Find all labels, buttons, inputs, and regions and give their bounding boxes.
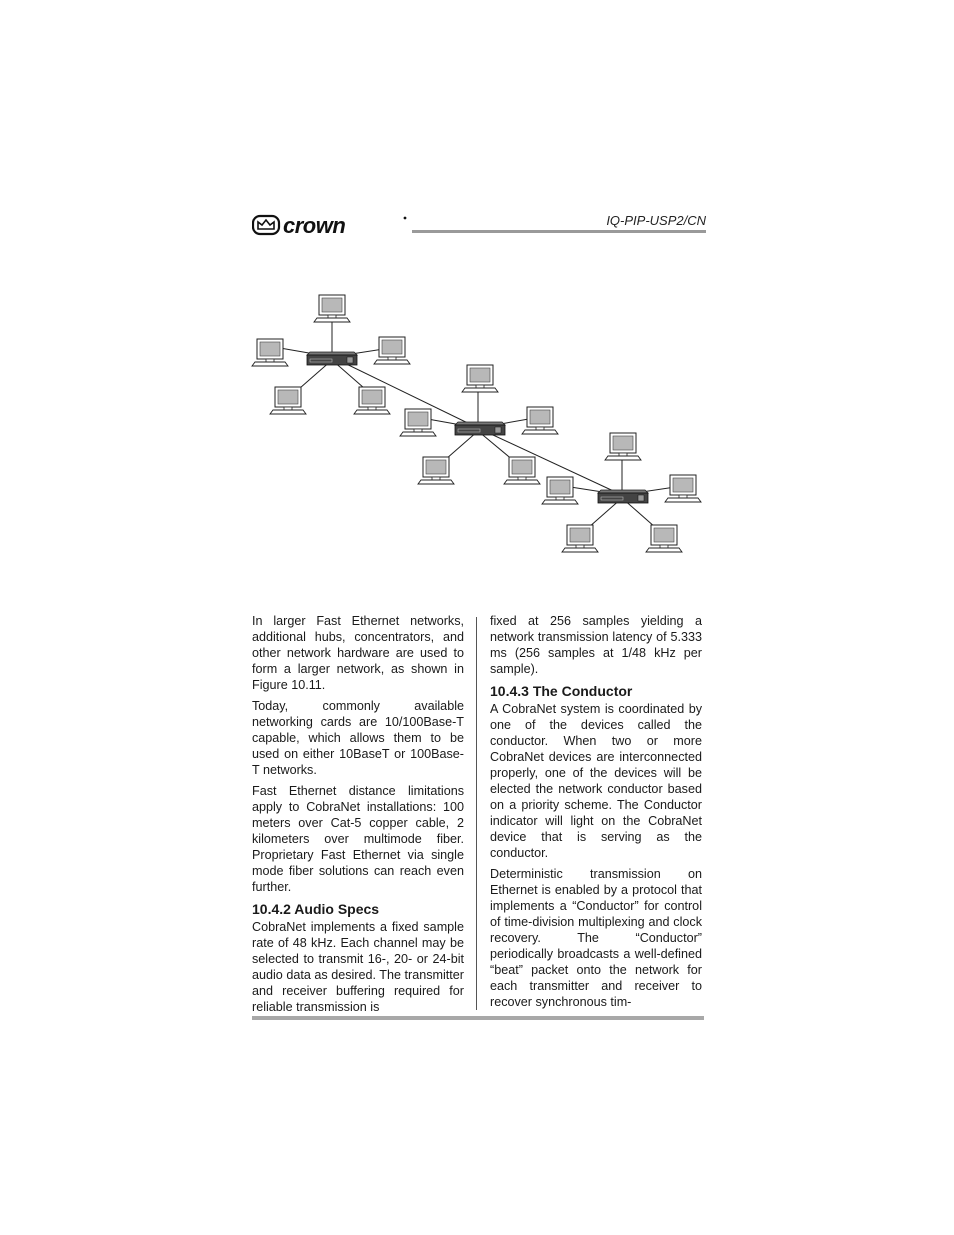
computer-icon	[374, 337, 410, 364]
computer-icon	[270, 387, 306, 414]
computer-icon	[542, 477, 578, 504]
computer-icon	[314, 295, 350, 322]
section-heading-audio-specs: 10.4.2 Audio Specs	[252, 901, 380, 917]
hub-icon	[307, 352, 357, 365]
computer-icon	[522, 407, 558, 434]
right-column	[490, 613, 702, 1015]
hub-icon	[455, 422, 505, 435]
page-header	[252, 212, 706, 238]
computer-icon	[504, 457, 540, 484]
column-divider	[476, 617, 477, 1010]
computer-icon	[418, 457, 454, 484]
paragraph: fixed at 256 samples yielding a network transmission latency of 5.333 ms (256 samples at 1/48 kHz per sample).	[490, 614, 702, 676]
document-id: IQ-PIP-USP2/CN	[606, 213, 706, 228]
computer-icon	[665, 475, 701, 502]
computer-icon	[354, 387, 390, 414]
computer-icon	[646, 525, 682, 552]
hub-icon	[598, 490, 648, 503]
paragraph: CobraNet implements a fixed sample rate of 48 kHz. Each channel may be selected to transmit 16-, 20- or 24-bit audio data as desired. The transmitter and receiver buffering required for reliable transmission is	[252, 920, 464, 1014]
footer-rule	[252, 1016, 704, 1020]
left-column	[252, 613, 464, 1020]
computer-icon	[400, 409, 436, 436]
paragraph: A CobraNet system is coordinated by one of the devices called the conductor. When two or more CobraNet devices are interconnected properly, one of the devices will be elected the network conductor based on a priority scheme. The Conductor indicator will light on the CobraNet device that is serving as the conductor.	[490, 702, 702, 860]
section-heading-conductor: 10.4.3 The Conductor	[490, 683, 633, 699]
crown-logo	[252, 214, 412, 236]
computer-icon	[252, 339, 288, 366]
logo-wordmark: crown	[283, 214, 346, 236]
paragraph: Today, commonly available networking cards are 10/100Base-T capable, which allows them to be used on either 10BaseT or 100Base-T networks.	[252, 699, 464, 777]
computer-icon	[605, 433, 641, 460]
computer-icon	[562, 525, 598, 552]
paragraph: Deterministic transmission on Ethernet is enabled by a protocol that implements a “Conductor” for control of time-division multiplexing and clock recovery. The “Conductor” periodically broadcasts a well-defined “beat” packet onto the network for each transmitter and receiver to recover synchronous tim-	[490, 867, 702, 1009]
network-figure	[250, 290, 710, 560]
header-rule	[412, 230, 706, 233]
computer-icon	[462, 365, 498, 392]
paragraph: Fast Ethernet distance limitations apply to CobraNet installations: 100 meters over Cat-5 copper cable, 2 kilometers over multimode fiber. Proprietary Fast Ethernet via single mode fiber solutions can reach even further.	[252, 784, 464, 894]
paragraph: In larger Fast Ethernet networks, additional hubs, concentrators, and other network hardware are used to form a larger network, as shown in Figure 10.11.	[252, 614, 464, 692]
